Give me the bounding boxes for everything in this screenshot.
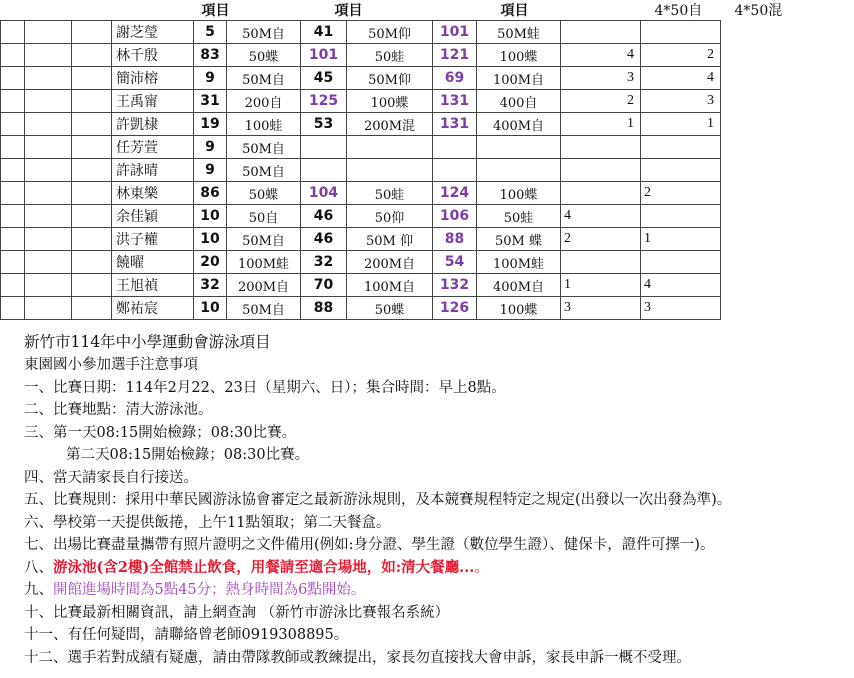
relay-medley-order: [641, 205, 721, 228]
event-2-label: 100M自: [347, 274, 433, 297]
event-3-number: 131: [433, 90, 477, 113]
relay-medley-order: 1: [641, 113, 721, 136]
blank-cell: [25, 297, 72, 320]
event-1-label: 200M自: [227, 274, 301, 297]
notice-rules: 五、比賽規則：採用中華民國游泳協會審定之最新游泳規則，及本競賽規程特定之規定(出發以一次出發為準)。: [24, 492, 732, 508]
blank-cell: [72, 228, 112, 251]
notice-schedule-day2: 第二天08:15開始檢錄；08:30比賽。: [66, 447, 310, 463]
blank-cell: [25, 90, 72, 113]
table-row: [1, 136, 789, 159]
swimmer-name: 王禹甯: [112, 90, 194, 113]
blank-cell: [1, 90, 25, 113]
blank-cell: [72, 113, 112, 136]
event-1-number: 10: [194, 205, 227, 228]
blank-cell: [72, 274, 112, 297]
blank-cell: [72, 44, 112, 67]
table-header-row: [1, 0, 789, 21]
event-2-label: 50蛙: [347, 44, 433, 67]
event-2-number: 101: [301, 44, 347, 67]
event-1-number: 20: [194, 251, 227, 274]
swimmer-name: 謝芝瑩: [112, 21, 194, 44]
notice-opening-text: 開館進場時間為5點45分；熱身時間為6點開始: [53, 582, 351, 598]
notice-no-food-prefix: 八、: [24, 559, 53, 576]
blank-cell: [1, 297, 25, 320]
swimmer-name: 鄭祐宸: [112, 297, 194, 320]
table-row: [1, 159, 789, 182]
blank-cell: [1, 159, 25, 182]
event-2-number: 45: [301, 67, 347, 90]
notice-no-food: [24, 557, 852, 580]
notice-subtitle: 東園國小參加選手注意事項: [24, 357, 198, 373]
event-1-label: 100M蛙: [227, 251, 301, 274]
event-2-number: [301, 136, 347, 159]
event-2-label: 200M混: [347, 113, 433, 136]
event-2-number: 125: [301, 90, 347, 113]
relay-medley-order: 4: [641, 67, 721, 90]
blank-cell: [72, 159, 112, 182]
notice-title: 新竹市114年中小學運動會游泳項目: [24, 333, 271, 351]
blank-cell: [25, 274, 72, 297]
notice-transport: 四、當天請家長自行接送。: [24, 469, 198, 486]
event-3-number: 132: [433, 274, 477, 297]
event-3-number: 106: [433, 205, 477, 228]
blank-cell: [72, 205, 112, 228]
blank-cell: [25, 228, 72, 251]
event-1-label: 50M自: [227, 21, 301, 44]
header-item-3: 項目: [500, 3, 529, 19]
blank-cell: [72, 21, 112, 44]
relay-free-order: 2: [561, 228, 641, 251]
notice-documents: 七、出場比賽盡量攜帶有照片證明之文件備用(例如:身分證、學生證（數位學生證）、健保卡，證件可擇一)。: [24, 537, 715, 553]
blank-cell: [1, 251, 25, 274]
blank-cell: [72, 297, 112, 320]
event-2-label: [347, 159, 433, 182]
event-3-number: 126: [433, 297, 477, 320]
header-relay-free: 4*50自: [654, 3, 703, 19]
event-2-label: 50M仰: [347, 21, 433, 44]
swimmer-name: 洪子權: [112, 228, 194, 251]
event-3-number: 88: [433, 228, 477, 251]
event-1-label: 50M自: [227, 297, 301, 320]
blank-cell: [25, 136, 72, 159]
event-3-label: 50蛙: [477, 205, 561, 228]
event-3-label: 400自: [477, 90, 561, 113]
blank-cell: [25, 205, 72, 228]
notice-venue: 二、比賽地點：清大游泳池。: [24, 402, 213, 418]
table-row: [1, 297, 789, 320]
blank-cell: [1, 274, 25, 297]
event-3-label: 100M自: [477, 67, 561, 90]
blank-cell: [1, 228, 25, 251]
table-row: [1, 251, 789, 274]
event-3-label: [477, 136, 561, 159]
event-1-number: 9: [194, 67, 227, 90]
relay-medley-order: [641, 251, 721, 274]
event-2-number: 88: [301, 297, 347, 320]
relay-medley-order: 1: [641, 228, 721, 251]
notice-contact: 十一、有任何疑問，請聯絡曾老師0919308895。: [24, 627, 349, 643]
table-row: [1, 90, 789, 113]
notice-meals: 六、學校第一天提供飯捲，上午11點領取；第二天餐盒。: [24, 514, 391, 531]
blank-cell: [1, 182, 25, 205]
event-3-number: 69: [433, 67, 477, 90]
swimmer-name: 余佳穎: [112, 205, 194, 228]
event-3-label: 100蝶: [477, 297, 561, 320]
event-3-number: 54: [433, 251, 477, 274]
event-2-label: 50蛙: [347, 182, 433, 205]
event-3-number: 124: [433, 182, 477, 205]
event-3-label: 400M自: [477, 113, 561, 136]
event-2-label: 100蝶: [347, 90, 433, 113]
relay-free-order: [561, 251, 641, 274]
table-row: [1, 205, 789, 228]
table-row: [1, 274, 789, 297]
event-1-number: 10: [194, 228, 227, 251]
event-3-number: 121: [433, 44, 477, 67]
relay-free-order: [561, 182, 641, 205]
event-1-number: 10: [194, 297, 227, 320]
relay-medley-order: [641, 159, 721, 182]
event-2-label: 50M仰: [347, 67, 433, 90]
event-1-number: 5: [194, 21, 227, 44]
event-2-number: 32: [301, 251, 347, 274]
relay-medley-order: 3: [641, 90, 721, 113]
relay-free-order: 1: [561, 113, 641, 136]
relay-free-order: 3: [561, 67, 641, 90]
blank-cell: [72, 90, 112, 113]
roster-body: [1, 0, 789, 320]
event-2-label: 50M 仰: [347, 228, 433, 251]
event-2-number: 70: [301, 274, 347, 297]
event-3-number: [433, 136, 477, 159]
relay-medley-order: 3: [641, 297, 721, 320]
swimmer-name: 任芳萱: [112, 136, 194, 159]
event-2-number: 46: [301, 228, 347, 251]
blank-cell: [25, 67, 72, 90]
blank-cell: [72, 251, 112, 274]
roster-table: [0, 0, 789, 320]
event-3-number: 101: [433, 21, 477, 44]
event-3-label: 400M自: [477, 274, 561, 297]
relay-free-order: 1: [561, 274, 641, 297]
event-1-number: 19: [194, 113, 227, 136]
event-3-label: [477, 159, 561, 182]
swimmer-name: 許凱棣: [112, 113, 194, 136]
event-1-label: 200自: [227, 90, 301, 113]
blank-cell: [1, 205, 25, 228]
notice-no-food-suffix: 。: [474, 559, 489, 576]
blank-cell: [72, 67, 112, 90]
table-row: [1, 182, 789, 205]
swimmer-name: 王旭禎: [112, 274, 194, 297]
blank-cell: [25, 159, 72, 182]
event-3-label: 50M蛙: [477, 21, 561, 44]
table-row: [1, 67, 789, 90]
notice-section: [24, 330, 852, 669]
notice-date: 一、比賽日期：114年2月22、23日（星期六、日）；集合時間：早上8點。: [24, 379, 506, 396]
notice-opening-time: [24, 579, 852, 602]
relay-free-order: [561, 159, 641, 182]
blank-cell: [1, 136, 25, 159]
blank-cell: [72, 136, 112, 159]
event-1-number: 86: [194, 182, 227, 205]
event-3-number: [433, 159, 477, 182]
notice-no-food-text: 游泳池(含2樓)全館禁止飲食，用餐請至適合場地，如:清大餐廳...: [53, 558, 475, 576]
event-2-label: 200M自: [347, 251, 433, 274]
blank-cell: [72, 182, 112, 205]
event-3-label: 100蝶: [477, 44, 561, 67]
event-1-number: 31: [194, 90, 227, 113]
relay-medley-order: 4: [641, 274, 721, 297]
notice-info-link: 十、比賽最新相關資訊，請上網查詢 （新竹市游泳比賽報名系統）: [24, 604, 450, 621]
swimmer-name: 簡沛榕: [112, 67, 194, 90]
event-1-label: 50自: [227, 205, 301, 228]
notice-opening-suffix: 。: [350, 582, 366, 598]
event-1-number: 32: [194, 274, 227, 297]
header-item-2: 項目: [334, 3, 363, 19]
relay-medley-order: 2: [641, 182, 721, 205]
event-1-number: 9: [194, 136, 227, 159]
blank-cell: [25, 251, 72, 274]
relay-free-order: 3: [561, 297, 641, 320]
event-1-label: 100蛙: [227, 113, 301, 136]
relay-free-order: 2: [561, 90, 641, 113]
event-1-label: 50M自: [227, 67, 301, 90]
blank-cell: [25, 113, 72, 136]
header-relay-medley: 4*50混: [734, 3, 783, 20]
relay-medley-order: [641, 21, 721, 44]
swimmer-name: 林東樂: [112, 182, 194, 205]
notice-appeals: 十二、選手若對成績有疑慮，請由帶隊教師或教練提出，家長勿直接找大會申訴，家長申訴一概不受理。: [24, 649, 691, 666]
event-1-number: 9: [194, 159, 227, 182]
relay-medley-order: 2: [641, 44, 721, 67]
table-row: [1, 113, 789, 136]
event-1-label: 50蝶: [227, 44, 301, 67]
relay-medley-order: [641, 136, 721, 159]
roster-table-container: [0, 0, 789, 320]
relay-free-order: 4: [561, 44, 641, 67]
event-3-label: 50M 蝶: [477, 228, 561, 251]
event-2-number: [301, 159, 347, 182]
blank-cell: [1, 67, 25, 90]
table-row: [1, 228, 789, 251]
blank-cell: [25, 44, 72, 67]
blank-cell: [1, 21, 25, 44]
event-1-label: 50M自: [227, 136, 301, 159]
event-1-label: 50M自: [227, 159, 301, 182]
event-1-label: 50蝶: [227, 182, 301, 205]
event-2-label: 50仰: [347, 205, 433, 228]
swimmer-name: 林千殷: [112, 44, 194, 67]
event-1-label: 50M自: [227, 228, 301, 251]
event-2-label: [347, 136, 433, 159]
relay-free-order: 4: [561, 205, 641, 228]
event-2-number: 46: [301, 205, 347, 228]
notice-opening-prefix: 九、: [24, 582, 53, 598]
event-3-label: 100蝶: [477, 182, 561, 205]
notice-schedule-day1: 三、第一天08:15開始檢錄；08:30比賽。: [24, 424, 297, 441]
blank-cell: [1, 113, 25, 136]
swimmer-name: 許詠晴: [112, 159, 194, 182]
event-1-number: 83: [194, 44, 227, 67]
swimmer-name: 饒曜: [112, 251, 194, 274]
relay-free-order: [561, 21, 641, 44]
event-2-number: 104: [301, 182, 347, 205]
table-row: [1, 44, 789, 67]
event-2-number: 41: [301, 21, 347, 44]
blank-cell: [25, 21, 72, 44]
event-3-number: 131: [433, 113, 477, 136]
relay-free-order: [561, 136, 641, 159]
table-row: [1, 21, 789, 44]
event-2-label: 50蝶: [347, 297, 433, 320]
event-3-label: 100M蛙: [477, 251, 561, 274]
header-item-1: 項目: [201, 3, 230, 19]
blank-cell: [1, 44, 25, 67]
blank-cell: [25, 182, 72, 205]
event-2-number: 53: [301, 113, 347, 136]
